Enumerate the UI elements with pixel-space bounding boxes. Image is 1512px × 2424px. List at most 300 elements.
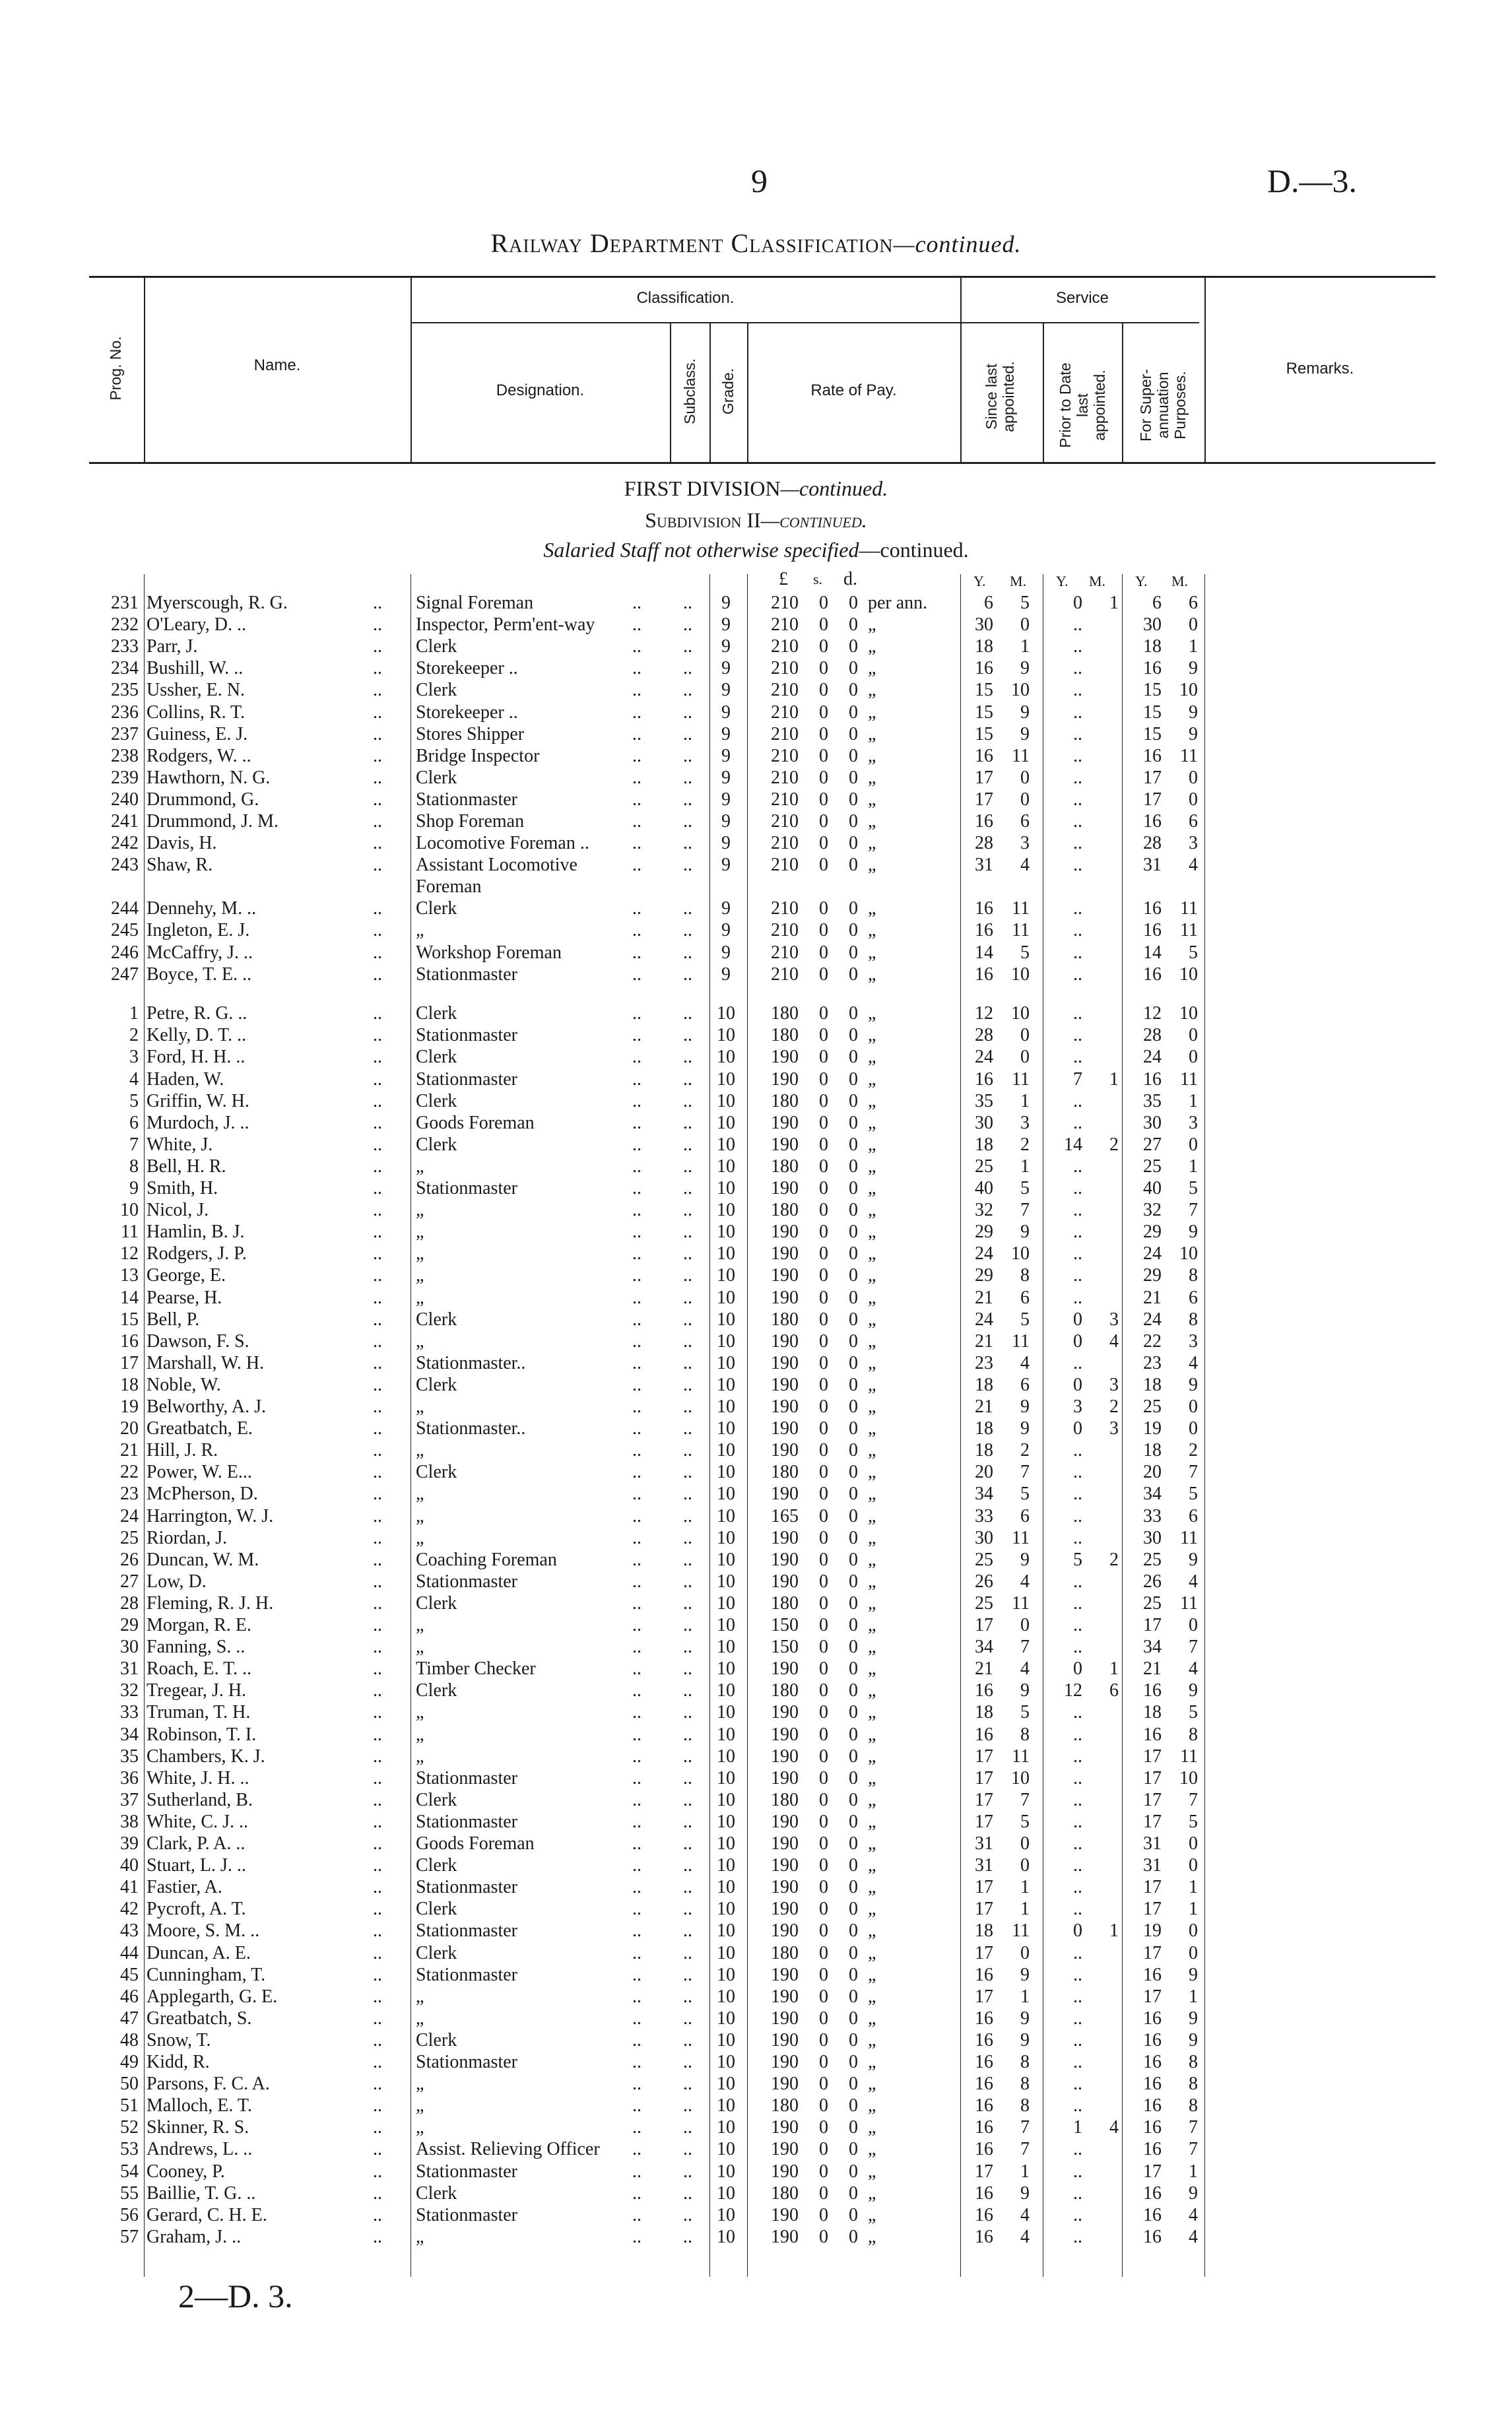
cell-prior-years: ..	[1073, 724, 1082, 744]
cell-pay-shillings: 0	[819, 1528, 828, 1548]
cell-designation: Stationmaster	[416, 964, 517, 985]
leader-dots: ..	[683, 1047, 692, 1067]
cell-pay-shillings: 0	[819, 1069, 828, 1090]
cell-since-years: 17	[975, 768, 993, 788]
leader-dots: ..	[683, 724, 692, 744]
cell-designation: Stationmaster	[416, 1768, 517, 1788]
cell-pay-pounds: 190	[771, 1288, 799, 1308]
leader-dots: ..	[373, 898, 382, 919]
leader-dots: ..	[632, 2205, 641, 2225]
leader-dots: ..	[373, 1812, 382, 1832]
cell-pay-pounds: 210	[771, 964, 799, 985]
table-row	[0, 2073, 1512, 2095]
cell-name: Graham, J. ..	[147, 2227, 242, 2247]
leader-dots: ..	[373, 2074, 382, 2094]
leader-dots: ..	[632, 1396, 641, 1417]
cell-super-years: 19	[1143, 1418, 1162, 1439]
cell-super-years: 23	[1143, 1353, 1162, 1373]
cell-super-years: 27	[1143, 1134, 1162, 1155]
leader-dots: ..	[373, 1746, 382, 1767]
cell-pay-pence: 0	[849, 1156, 858, 1177]
cell-pay-pence: 0	[849, 1768, 858, 1788]
cell-grade: 10	[717, 1440, 735, 1460]
cell-pay-pounds: 190	[771, 2205, 799, 2225]
cell-pay-period: „	[868, 1375, 876, 1395]
cell-name: Hawthorn, N. G.	[147, 768, 271, 788]
cell-prog-no: 246	[111, 942, 139, 963]
leader-dots: ..	[683, 942, 692, 963]
cell-since-years: 16	[975, 1724, 993, 1745]
cell-pay-period: „	[868, 942, 876, 963]
unit-shilling: s.	[813, 571, 823, 587]
cell-prog-no: 40	[120, 1855, 139, 1876]
cell-prior-years: 12	[1064, 1680, 1082, 1701]
leader-dots: ..	[683, 920, 692, 940]
cell-pay-period: „	[868, 1637, 876, 1657]
cell-prog-no: 19	[120, 1396, 139, 1417]
cell-since-months: 10	[1011, 964, 1030, 985]
table-row	[0, 2182, 1512, 2204]
cell-prog-no: 242	[111, 833, 139, 853]
leader-dots: ..	[373, 1550, 382, 1570]
cell-grade: 9	[721, 942, 731, 963]
cell-prog-no: 50	[120, 2074, 139, 2094]
header-remarks: Remarks.	[1286, 360, 1354, 377]
cell-pay-shillings: 0	[819, 636, 828, 657]
cell-pay-pence: 0	[849, 768, 858, 788]
cell-super-years: 16	[1143, 2183, 1162, 2204]
cell-super-years: 16	[1143, 2030, 1162, 2050]
table-row	[0, 657, 1512, 679]
cell-name: Tregear, J. H.	[147, 1680, 247, 1701]
table-row	[0, 723, 1512, 745]
table-row	[0, 1789, 1512, 1811]
cell-name: Malloch, E. T.	[147, 2095, 252, 2116]
leader-dots: ..	[373, 789, 382, 810]
cell-since-months: 1	[1020, 1986, 1030, 2007]
cell-pay-pence: 0	[849, 702, 858, 723]
cell-super-years: 17	[1143, 1877, 1162, 1897]
cell-name: Shaw, R.	[147, 855, 213, 875]
leader-dots: ..	[373, 1484, 382, 1504]
table-row	[0, 2161, 1512, 2182]
cell-since-years: 16	[975, 2008, 993, 2029]
leader-dots: ..	[373, 1462, 382, 1482]
cell-super-years: 16	[1143, 1069, 1162, 1090]
cell-super-months: 0	[1189, 1615, 1198, 1635]
cell-since-months: 4	[1020, 2205, 1030, 2225]
cell-pay-pounds: 190	[771, 1396, 799, 1417]
table-row	[0, 1156, 1512, 1177]
header-classification: Classification.	[636, 289, 735, 307]
cell-pay-period: „	[868, 2161, 876, 2182]
cell-pay-pounds: 190	[771, 1965, 799, 1985]
cell-name: Applegarth, G. E.	[147, 1986, 278, 2007]
cell-grade: 10	[717, 1396, 735, 1417]
cell-since-years: 18	[975, 636, 993, 657]
cell-designation: „	[416, 1986, 424, 2007]
cell-pay-period: „	[868, 1462, 876, 1482]
cell-super-months: 7	[1189, 2117, 1198, 2138]
table-row	[0, 1614, 1512, 1636]
cell-since-months: 8	[1020, 1265, 1030, 1286]
cell-name: Murdoch, J. ..	[147, 1113, 249, 1133]
leader-dots: ..	[632, 1746, 641, 1767]
cell-pay-shillings: 0	[819, 614, 828, 635]
cell-prior-months: 2	[1109, 1396, 1119, 1417]
cell-super-months: 9	[1189, 1965, 1198, 1985]
cell-pay-pounds: 190	[771, 1702, 799, 1722]
cell-prior-years: ..	[1073, 1833, 1082, 1854]
cell-prog-no: 15	[120, 1309, 139, 1330]
leader-dots: ..	[632, 1091, 641, 1111]
cell-name: Parr, J.	[147, 636, 198, 657]
cell-pay-shillings: 0	[819, 964, 828, 985]
cell-grade: 9	[721, 898, 731, 919]
leader-dots: ..	[373, 1593, 382, 1614]
cell-pay-period: „	[868, 1025, 876, 1045]
cell-pay-period: „	[868, 636, 876, 657]
cell-since-months: 4	[1020, 1658, 1030, 1679]
cell-grade: 10	[717, 1550, 735, 1570]
cell-pay-period: „	[868, 1833, 876, 1854]
leader-dots: ..	[632, 2074, 641, 2094]
cell-since-months: 5	[1020, 1812, 1030, 1832]
leader-dots: ..	[683, 1986, 692, 2007]
cell-designation: Stationmaster..	[416, 1353, 526, 1373]
cell-super-months: 6	[1189, 1506, 1198, 1526]
cell-name: Rodgers, J. P.	[147, 1243, 247, 1264]
leader-dots: ..	[632, 1047, 641, 1067]
cell-prior-years: ..	[1073, 898, 1082, 919]
cell-since-months: 1	[1020, 636, 1030, 657]
cell-pay-period: „	[868, 1113, 876, 1133]
cell-super-months: 11	[1180, 1069, 1198, 1090]
cell-since-years: 17	[975, 1812, 993, 1832]
leader-dots: ..	[683, 614, 692, 635]
cell-super-months: 0	[1189, 1047, 1198, 1067]
cell-prior-years: ..	[1073, 1091, 1082, 1111]
leader-dots: ..	[683, 1484, 692, 1504]
cell-grade: 10	[717, 2117, 735, 2138]
leader-dots: ..	[683, 1462, 692, 1482]
cell-since-months: 0	[1020, 768, 1030, 788]
leader-dots: ..	[632, 1462, 641, 1482]
cell-super-years: 15	[1143, 680, 1162, 700]
cell-since-years: 40	[975, 1178, 993, 1198]
cell-super-months: 9	[1189, 1550, 1198, 1570]
table-row	[0, 1876, 1512, 1898]
leader-dots: ..	[373, 1833, 382, 1854]
cell-since-months: 5	[1020, 1309, 1030, 1330]
leader-dots: ..	[632, 2052, 641, 2072]
cell-pay-pence: 0	[849, 1069, 858, 1090]
cell-name: Dennehy, M. ..	[147, 898, 257, 919]
leader-dots: ..	[632, 1877, 641, 1897]
cell-pay-pence: 0	[849, 1200, 858, 1220]
cell-pay-shillings: 0	[819, 1550, 828, 1570]
leader-dots: ..	[683, 1571, 692, 1592]
cell-since-years: 28	[975, 1025, 993, 1045]
cell-name: Parsons, F. C. A.	[147, 2074, 270, 2094]
cell-super-months: 9	[1189, 2183, 1198, 2204]
subdivision-continued: —continued.	[760, 508, 867, 532]
cell-pay-shillings: 0	[819, 2117, 828, 2138]
cell-pay-pence: 0	[849, 1243, 858, 1264]
cell-since-months: 10	[1011, 680, 1030, 700]
cell-since-years: 34	[975, 1484, 993, 1504]
cell-name: Clark, P. A. ..	[147, 1833, 246, 1854]
unit-months-super: M.	[1171, 573, 1189, 589]
cell-pay-shillings: 0	[819, 1396, 828, 1417]
leader-dots: ..	[632, 768, 641, 788]
leader-dots: ..	[683, 1265, 692, 1286]
leader-dots: ..	[373, 1768, 382, 1788]
cell-designation: Clerk	[416, 1680, 457, 1701]
leader-dots: ..	[632, 658, 641, 678]
leader-dots: ..	[373, 1091, 382, 1111]
cell-name: Noble, W.	[147, 1375, 221, 1395]
cell-grade: 10	[717, 1833, 735, 1854]
leader-dots: ..	[632, 833, 641, 853]
cell-designation: Clerk	[416, 1375, 457, 1395]
leader-dots: ..	[373, 855, 382, 875]
leader-dots: ..	[683, 898, 692, 919]
cell-super-years: 16	[1143, 811, 1162, 832]
leader-dots: ..	[683, 855, 692, 875]
cell-pay-pounds: 210	[771, 593, 799, 613]
cell-prior-years: ..	[1073, 811, 1082, 832]
cell-pay-pounds: 190	[771, 1899, 799, 1919]
leader-dots: ..	[683, 1593, 692, 1614]
table-row	[0, 1571, 1512, 1592]
cell-prog-no: 56	[120, 2205, 139, 2225]
cell-super-months: 0	[1189, 1855, 1198, 1876]
cell-designation: „	[416, 1288, 424, 1308]
cell-since-months: 7	[1020, 2139, 1030, 2159]
cell-super-years: 16	[1143, 2074, 1162, 2094]
cell-pay-pounds: 190	[771, 1440, 799, 1460]
cell-pay-pence: 0	[849, 1440, 858, 1460]
table-row	[0, 1920, 1512, 1942]
leader-dots: ..	[632, 1680, 641, 1701]
cell-since-months: 10	[1011, 1768, 1030, 1788]
leader-dots: ..	[683, 811, 692, 832]
cell-prior-months: 1	[1109, 1920, 1119, 1941]
cell-prog-no: 232	[111, 614, 139, 635]
cell-super-months: 9	[1189, 724, 1198, 744]
cell-pay-pounds: 190	[771, 1353, 799, 1373]
cell-super-months: 11	[1180, 1528, 1198, 1548]
leader-dots: ..	[373, 1680, 382, 1701]
cell-name: Marshall, W. H.	[147, 1353, 265, 1373]
leader-dots: ..	[683, 1243, 692, 1264]
cell-prior-years: ..	[1073, 789, 1082, 810]
cell-since-years: 17	[975, 1986, 993, 2007]
cell-since-months: 6	[1020, 1506, 1030, 1526]
cell-pay-pence: 0	[849, 1418, 858, 1439]
cell-since-years: 28	[975, 833, 993, 853]
cell-grade: 9	[721, 789, 731, 810]
leader-dots: ..	[683, 680, 692, 700]
cell-grade: 10	[717, 1178, 735, 1198]
cell-pay-pence: 0	[849, 2030, 858, 2050]
cell-pay-pence: 0	[849, 2227, 858, 2247]
cell-since-months: 7	[1020, 1790, 1030, 1810]
cell-pay-pence: 0	[849, 2161, 858, 2182]
cell-pay-pence: 0	[849, 855, 858, 875]
cell-designation: Foreman	[416, 876, 482, 897]
leader-dots: ..	[683, 1724, 692, 1745]
cell-super-months: 0	[1189, 1396, 1198, 1417]
cell-pay-shillings: 0	[819, 1243, 828, 1264]
cell-pay-shillings: 0	[819, 833, 828, 853]
cell-since-years: 16	[975, 898, 993, 919]
cell-pay-period: „	[868, 833, 876, 853]
cell-since-months: 0	[1020, 614, 1030, 635]
cell-super-months: 10	[1179, 964, 1198, 985]
cell-designation: Storekeeper ..	[416, 702, 518, 723]
cell-since-years: 16	[975, 2205, 993, 2225]
cell-pay-pence: 0	[849, 2205, 858, 2225]
cell-super-months: 0	[1189, 1134, 1198, 1155]
cell-prior-years: ..	[1073, 1768, 1082, 1788]
leader-dots: ..	[373, 1855, 382, 1876]
leader-dots: ..	[373, 833, 382, 853]
cell-super-months: 1	[1189, 2161, 1198, 2182]
cell-prog-no: 240	[111, 789, 139, 810]
cell-super-years: 35	[1143, 1091, 1162, 1111]
leader-dots: ..	[632, 1899, 641, 1919]
table-row	[0, 1309, 1512, 1330]
cell-pay-shillings: 0	[819, 855, 828, 875]
table-row	[0, 2116, 1512, 2138]
cell-pay-pence: 0	[849, 1309, 858, 1330]
cell-since-years: 17	[975, 2161, 993, 2182]
cell-super-years: 31	[1143, 855, 1162, 875]
cell-designation: „	[416, 2008, 424, 2029]
cell-pay-pounds: 190	[771, 1113, 799, 1133]
cell-pay-period: „	[868, 1288, 876, 1308]
cell-prog-no: 243	[111, 855, 139, 875]
leader-dots: ..	[373, 1920, 382, 1941]
cell-name: Drummond, G.	[147, 789, 259, 810]
cell-since-months: 11	[1012, 920, 1030, 940]
cell-pay-pounds: 190	[771, 1571, 799, 1592]
leader-dots: ..	[373, 1375, 382, 1395]
cell-super-months: 0	[1189, 1025, 1198, 1045]
cell-since-years: 21	[975, 1288, 993, 1308]
cell-since-years: 17	[975, 1746, 993, 1767]
cell-super-months: 1	[1189, 1986, 1198, 2007]
cell-prior-years: 0	[1073, 593, 1082, 613]
leader-dots: ..	[632, 1593, 641, 1614]
leader-dots: ..	[373, 1637, 382, 1657]
cell-prior-years: ..	[1073, 1528, 1082, 1548]
cell-pay-pounds: 190	[771, 2074, 799, 2094]
cell-prog-no: 33	[120, 1702, 139, 1722]
cell-pay-pence: 0	[849, 1986, 858, 2007]
leader-dots: ..	[683, 1528, 692, 1548]
cell-grade: 9	[721, 658, 731, 678]
cell-prog-no: 14	[120, 1288, 139, 1308]
leader-dots: ..	[632, 1265, 641, 1286]
table-row	[0, 1287, 1512, 1309]
leader-dots: ..	[632, 1375, 641, 1395]
leader-dots: ..	[683, 1899, 692, 1919]
cell-name: White, C. J. ..	[147, 1812, 248, 1832]
leader-dots: ..	[683, 1637, 692, 1657]
cell-prog-no: 21	[120, 1440, 139, 1460]
table-row	[0, 1352, 1512, 1374]
table-row	[0, 1701, 1512, 1723]
cell-prior-years: ..	[1073, 1353, 1082, 1373]
cell-prior-years: ..	[1073, 746, 1082, 766]
cell-prior-years: ..	[1073, 1178, 1082, 1198]
cell-pay-period: „	[868, 1943, 876, 1963]
cell-grade: 10	[717, 1571, 735, 1592]
table-row	[0, 1439, 1512, 1461]
cell-pay-period: „	[868, 964, 876, 985]
leader-dots: ..	[683, 1069, 692, 1090]
leader-dots: ..	[373, 1069, 382, 1090]
cell-prog-no: 41	[120, 1877, 139, 1897]
cell-super-years: 24	[1143, 1309, 1162, 1330]
cell-since-months: 11	[1012, 1331, 1030, 1352]
cell-pay-shillings: 0	[819, 1462, 828, 1482]
cell-pay-period: „	[868, 2227, 876, 2247]
leader-dots: ..	[373, 768, 382, 788]
cell-pay-pounds: 190	[771, 1920, 799, 1941]
leader-dots: ..	[632, 2227, 641, 2247]
cell-grade: 10	[717, 1265, 735, 1286]
cell-prior-years: ..	[1073, 1003, 1082, 1024]
cell-pay-shillings: 0	[819, 1658, 828, 1679]
cell-since-months: 2	[1020, 1440, 1030, 1460]
cell-pay-shillings: 0	[819, 2227, 828, 2247]
cell-pay-pence: 0	[849, 1899, 858, 1919]
leader-dots: ..	[683, 789, 692, 810]
cell-designation: Stationmaster	[416, 1877, 517, 1897]
cell-grade: 10	[717, 1899, 735, 1919]
table-row	[0, 810, 1512, 832]
cell-name: McCaffry, J. ..	[147, 942, 253, 963]
cell-name: Ingleton, E. J.	[147, 920, 250, 940]
cell-prior-years: ..	[1073, 1243, 1082, 1264]
leader-dots: ..	[683, 1680, 692, 1701]
cell-name: Fanning, S. ..	[147, 1637, 246, 1657]
leader-dots: ..	[632, 1309, 641, 1330]
leader-dots: ..	[632, 2095, 641, 2116]
cell-grade: 10	[717, 1986, 735, 2007]
cell-pay-period: „	[868, 1899, 876, 1919]
cell-name: Andrews, L. ..	[147, 2139, 253, 2159]
leader-dots: ..	[683, 2095, 692, 2116]
cell-since-months: 9	[1020, 1418, 1030, 1439]
leader-dots: ..	[632, 1418, 641, 1439]
cell-grade: 10	[717, 1943, 735, 1963]
leader-dots: ..	[683, 1113, 692, 1133]
leader-dots: ..	[632, 1768, 641, 1788]
cell-pay-pence: 0	[849, 898, 858, 919]
cell-since-years: 16	[975, 2074, 993, 2094]
cell-pay-period: „	[868, 1702, 876, 1722]
cell-prior-years: ..	[1073, 920, 1082, 940]
cell-super-months: 1	[1189, 1156, 1198, 1177]
cell-since-years: 16	[975, 746, 993, 766]
cell-prog-no: 44	[120, 1943, 139, 1963]
cell-designation: Stationmaster	[416, 1920, 517, 1941]
